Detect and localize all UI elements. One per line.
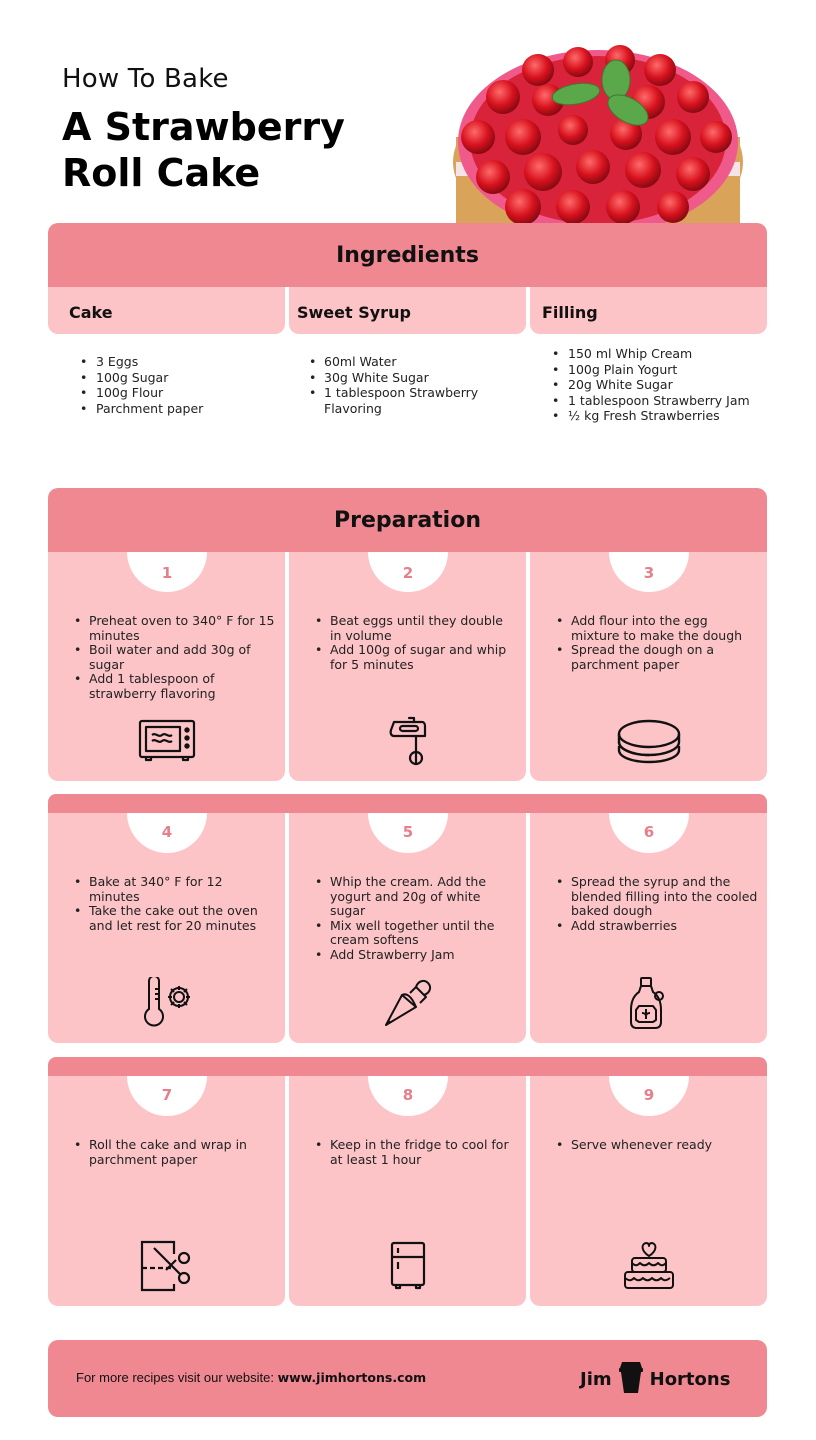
list-item: • Beat eggs until they double in volume <box>289 614 518 643</box>
list-item: • Take the cake out the oven and let rest for 20 minutes <box>48 904 277 933</box>
website-link[interactable]: www.jimhortons.com <box>277 1370 427 1385</box>
step-card-9 <box>530 1076 767 1306</box>
list-item: • Bake at 340° F for 12 minutes <box>48 875 277 904</box>
ingredient-group-title: Cake <box>48 287 285 334</box>
list-item: • 100g Flour <box>48 385 285 401</box>
step-number: 6 <box>643 823 655 841</box>
list-item: • Add strawberries <box>530 919 759 934</box>
ingredients-heading: Ingredients <box>48 223 767 287</box>
step-badge <box>609 552 689 592</box>
brand-name-left: Jim <box>580 1368 612 1390</box>
brand-name-right: Hortons <box>649 1368 731 1390</box>
step-number: 4 <box>161 823 173 841</box>
list-item: • Add flour into the egg mixture to make the dough <box>530 614 759 643</box>
ingredient-list <box>530 346 767 424</box>
list-item: • Spread the syrup and the blended filling into the cooled baked dough <box>530 875 759 919</box>
step-number: 5 <box>402 823 414 841</box>
cake-photo <box>448 42 748 224</box>
step-badge <box>609 1076 689 1116</box>
ingredient-group-title: Sweet Syrup <box>289 287 526 334</box>
coffee-cup-icon <box>618 1360 644 1399</box>
step-list <box>289 875 518 962</box>
step-row <box>48 813 767 1043</box>
step-list <box>530 875 759 933</box>
step-badge <box>127 813 207 853</box>
list-item: • Add 1 tablespoon of strawberry flavoring <box>48 672 277 701</box>
step-badge <box>127 552 207 592</box>
step-card-2 <box>289 552 526 781</box>
step-card-8 <box>289 1076 526 1306</box>
dough-layer-icon <box>617 713 681 769</box>
footer-text <box>76 1370 426 1385</box>
thermometer-gear-icon <box>135 975 199 1031</box>
list-item: • 100g Sugar <box>48 370 285 386</box>
list-item: • 100g Plain Yogurt <box>530 362 767 378</box>
fridge-icon <box>376 1238 440 1294</box>
step-list <box>48 875 277 933</box>
page-title: A Strawberry Roll Cake <box>62 105 345 195</box>
step-badge <box>368 1076 448 1116</box>
step-number: 1 <box>161 564 173 582</box>
step-row <box>48 1076 767 1306</box>
step-card-3 <box>530 552 767 781</box>
list-item: • Mix well together until the cream softens <box>289 919 518 948</box>
cut-paper-icon <box>135 1238 199 1294</box>
footer-label: For more recipes visit our website: <box>76 1370 274 1385</box>
list-item: • Roll the cake and wrap in parchment paper <box>48 1138 277 1167</box>
list-item: • 1 tablespoon Strawberry Jam <box>530 393 767 409</box>
ingredient-group-filling <box>530 287 767 424</box>
step-number: 2 <box>402 564 414 582</box>
step-number: 8 <box>402 1086 414 1104</box>
list-item: • 20g White Sugar <box>530 377 767 393</box>
ingredients-section <box>48 223 767 424</box>
step-card-4 <box>48 813 285 1043</box>
step-list <box>530 614 759 672</box>
step-list <box>530 1138 759 1153</box>
hero-kicker: How To Bake <box>62 64 229 94</box>
step-badge <box>368 813 448 853</box>
list-item: • Whip the cream. Add the yogurt and 20g of white sugar <box>289 875 518 919</box>
list-item: • Add Strawberry Jam <box>289 948 518 963</box>
step-card-5 <box>289 813 526 1043</box>
list-item: • ½ kg Fresh Strawberries <box>530 408 767 424</box>
step-badge <box>609 813 689 853</box>
step-number: 9 <box>643 1086 655 1104</box>
oven-icon <box>135 713 199 769</box>
syrup-bottle-icon <box>617 975 681 1031</box>
list-item: • Add 100g of sugar and whip for 5 minutes <box>289 643 518 672</box>
preparation-heading: Preparation <box>48 488 767 552</box>
ingredient-group-sweet-syrup <box>289 287 526 424</box>
list-item: • 30g White Sugar <box>289 370 526 386</box>
list-item: • Boil water and add 30g of sugar <box>48 643 277 672</box>
ingredient-list <box>289 354 526 416</box>
step-badge <box>368 552 448 592</box>
list-item: • Preheat oven to 340° F for 15 minutes <box>48 614 277 643</box>
list-item: • Keep in the fridge to cool for at least 1 hour <box>289 1138 518 1167</box>
ingredient-list <box>48 354 285 416</box>
step-row-bar <box>48 794 767 813</box>
list-item: • Serve whenever ready <box>530 1138 759 1153</box>
step-list <box>48 1138 277 1167</box>
list-item: • 60ml Water <box>289 354 526 370</box>
step-list <box>48 614 277 701</box>
step-list <box>289 614 518 672</box>
step-badge <box>127 1076 207 1116</box>
step-card-1 <box>48 552 285 781</box>
hand-mixer-icon <box>376 713 440 769</box>
list-item: • 150 ml Whip Cream <box>530 346 767 362</box>
layer-cake-icon <box>617 1238 681 1294</box>
step-card-7 <box>48 1076 285 1306</box>
footer <box>48 1340 767 1417</box>
ingredient-group-cake <box>48 287 285 424</box>
step-number: 7 <box>161 1086 173 1104</box>
hero <box>0 0 816 224</box>
step-list <box>289 1138 518 1167</box>
list-item: • 3 Eggs <box>48 354 285 370</box>
list-item: • Spread the dough on a parchment paper <box>530 643 759 672</box>
step-row <box>48 552 767 781</box>
step-row-bar <box>48 1057 767 1076</box>
step-number: 3 <box>643 564 655 582</box>
step-card-6 <box>530 813 767 1043</box>
list-item: • Parchment paper <box>48 401 285 417</box>
ingredient-group-title: Filling <box>530 287 767 334</box>
list-item: • 1 tablespoon Strawberry Flavoring <box>289 385 526 416</box>
piping-bag-icon <box>376 975 440 1031</box>
brand-logo <box>580 1362 730 1396</box>
